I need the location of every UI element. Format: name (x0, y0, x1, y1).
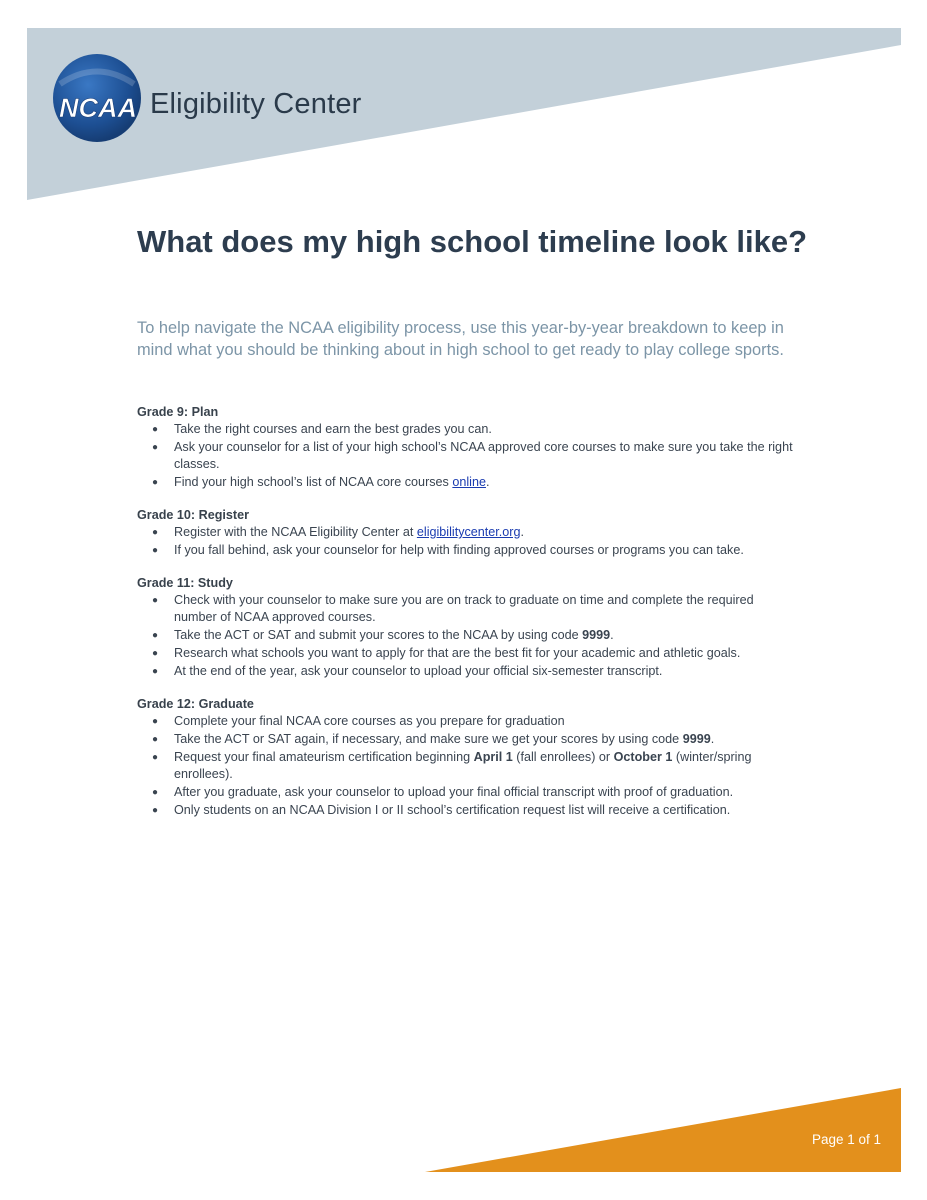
grade-heading: Grade 12: Graduate (137, 697, 254, 711)
grade-12-section (137, 696, 797, 819)
grade-10-section (137, 507, 797, 559)
list-item-text: Take the ACT or SAT and submit your scores to the NCAA by using code (174, 628, 583, 642)
list-item (137, 731, 797, 748)
list-item-text: . (485, 475, 490, 489)
grade-heading: Grade 9: Plan (137, 405, 219, 419)
eligibility-center-link[interactable]: eligibilitycenter.org (416, 525, 521, 539)
list-item-text: Complete your final NCAA core courses as you prepare for graduation (174, 714, 565, 728)
bullet-icon: ● (152, 424, 159, 435)
list-item (137, 421, 797, 438)
list-item (137, 802, 797, 819)
bullet-icon: ● (152, 595, 159, 606)
list-item-text: . (520, 525, 524, 539)
list-item-text: If you fall behind, ask your counselor for help with finding approved courses or programs you can take. (174, 543, 744, 557)
list-item-text: Research what schools you want to apply for that are the best fit for your academic and athletic goals. (174, 646, 741, 660)
online-link[interactable]: online (452, 475, 486, 489)
grade-9-section (137, 404, 797, 491)
bullet-icon: ● (152, 545, 159, 556)
bullet-icon: ● (152, 716, 159, 727)
bullet-icon: ● (152, 630, 159, 641)
list-item (137, 542, 797, 559)
grade-heading: Grade 10: Register (137, 508, 249, 522)
ncaa-logo-wordmark: NCAA (59, 93, 137, 123)
list-item (137, 524, 797, 541)
footer-band (0, 1080, 927, 1180)
bullet-icon: ● (152, 527, 159, 538)
list-item (137, 592, 797, 626)
timeline-content (137, 404, 797, 835)
list-item (137, 439, 797, 473)
list-item (137, 645, 797, 662)
intro-paragraph: To help navigate the NCAA eligibility process, use this year-by-year breakdown to keep in mind what you should be thinking about in high school to get ready to play college sports. (137, 319, 784, 359)
list-item-text: Take the right courses and earn the best grades you can. (174, 422, 492, 436)
list-item-text: Take the ACT or SAT again, if necessary, and make sure we get your scores by using code (174, 732, 683, 746)
grade-11-list (137, 592, 797, 680)
page-title: What does my high school timeline look like? (137, 224, 808, 259)
bullet-icon: ● (152, 648, 159, 659)
list-item-text: After you graduate, ask your counselor to upload your final official transcript with proof of graduation. (174, 785, 734, 799)
grade-10-list (137, 524, 797, 559)
footer-band-shape (425, 1088, 901, 1172)
list-item (137, 627, 797, 644)
list-item-text: . (710, 732, 715, 746)
date-value: October 1 (613, 750, 673, 764)
list-item (137, 784, 797, 801)
bullet-icon: ● (152, 734, 159, 745)
bullet-icon: ● (152, 442, 159, 453)
bullet-icon: ● (152, 787, 159, 798)
bullet-icon: ● (152, 666, 159, 677)
bullet-icon: ● (152, 752, 159, 763)
list-item-text: At the end of the year, ask your counselor to upload your official six-semester transcript. (174, 664, 663, 678)
list-item (137, 663, 797, 680)
grade-9-list (137, 421, 797, 491)
list-item-text: Ask your counselor for a list of your high school’s NCAA approved core courses to make sure you take the right classes. (174, 440, 793, 471)
code-value: 9999 (582, 628, 611, 642)
list-item (137, 713, 797, 730)
brand-name: Eligibility Center (150, 88, 362, 120)
list-item-text: Find your high school’s list of NCAA core courses (174, 475, 453, 489)
list-item-text: Check with your counselor to make sure you are on track to graduate on time and complete the required number of NCAA approved courses. (174, 593, 754, 624)
grade-heading: Grade 11: Study (137, 576, 233, 590)
list-item-text: Register with the NCAA Eligibility Center at (174, 525, 417, 539)
page-number: Page 1 of 1 (811, 1132, 881, 1147)
list-item (137, 474, 797, 491)
grade-12-list (137, 713, 797, 819)
list-item-text: (winter/spring enrollees). (174, 750, 752, 781)
list-item (137, 749, 797, 783)
bullet-icon: ● (152, 477, 159, 488)
grade-11-section (137, 575, 797, 680)
ncaa-logo-disc (52, 54, 152, 154)
list-item-text: (fall enrollees) or (512, 750, 614, 764)
date-value: April 1 (473, 750, 513, 764)
list-item-text: Only students on an NCAA Division I or II school’s certification request list will receive a certification. (174, 803, 731, 817)
bullet-icon: ● (152, 805, 159, 816)
list-item-text: Request your final amateurism certification beginning (174, 750, 474, 764)
list-item-text: . (610, 628, 614, 642)
code-value: 9999 (682, 732, 711, 746)
